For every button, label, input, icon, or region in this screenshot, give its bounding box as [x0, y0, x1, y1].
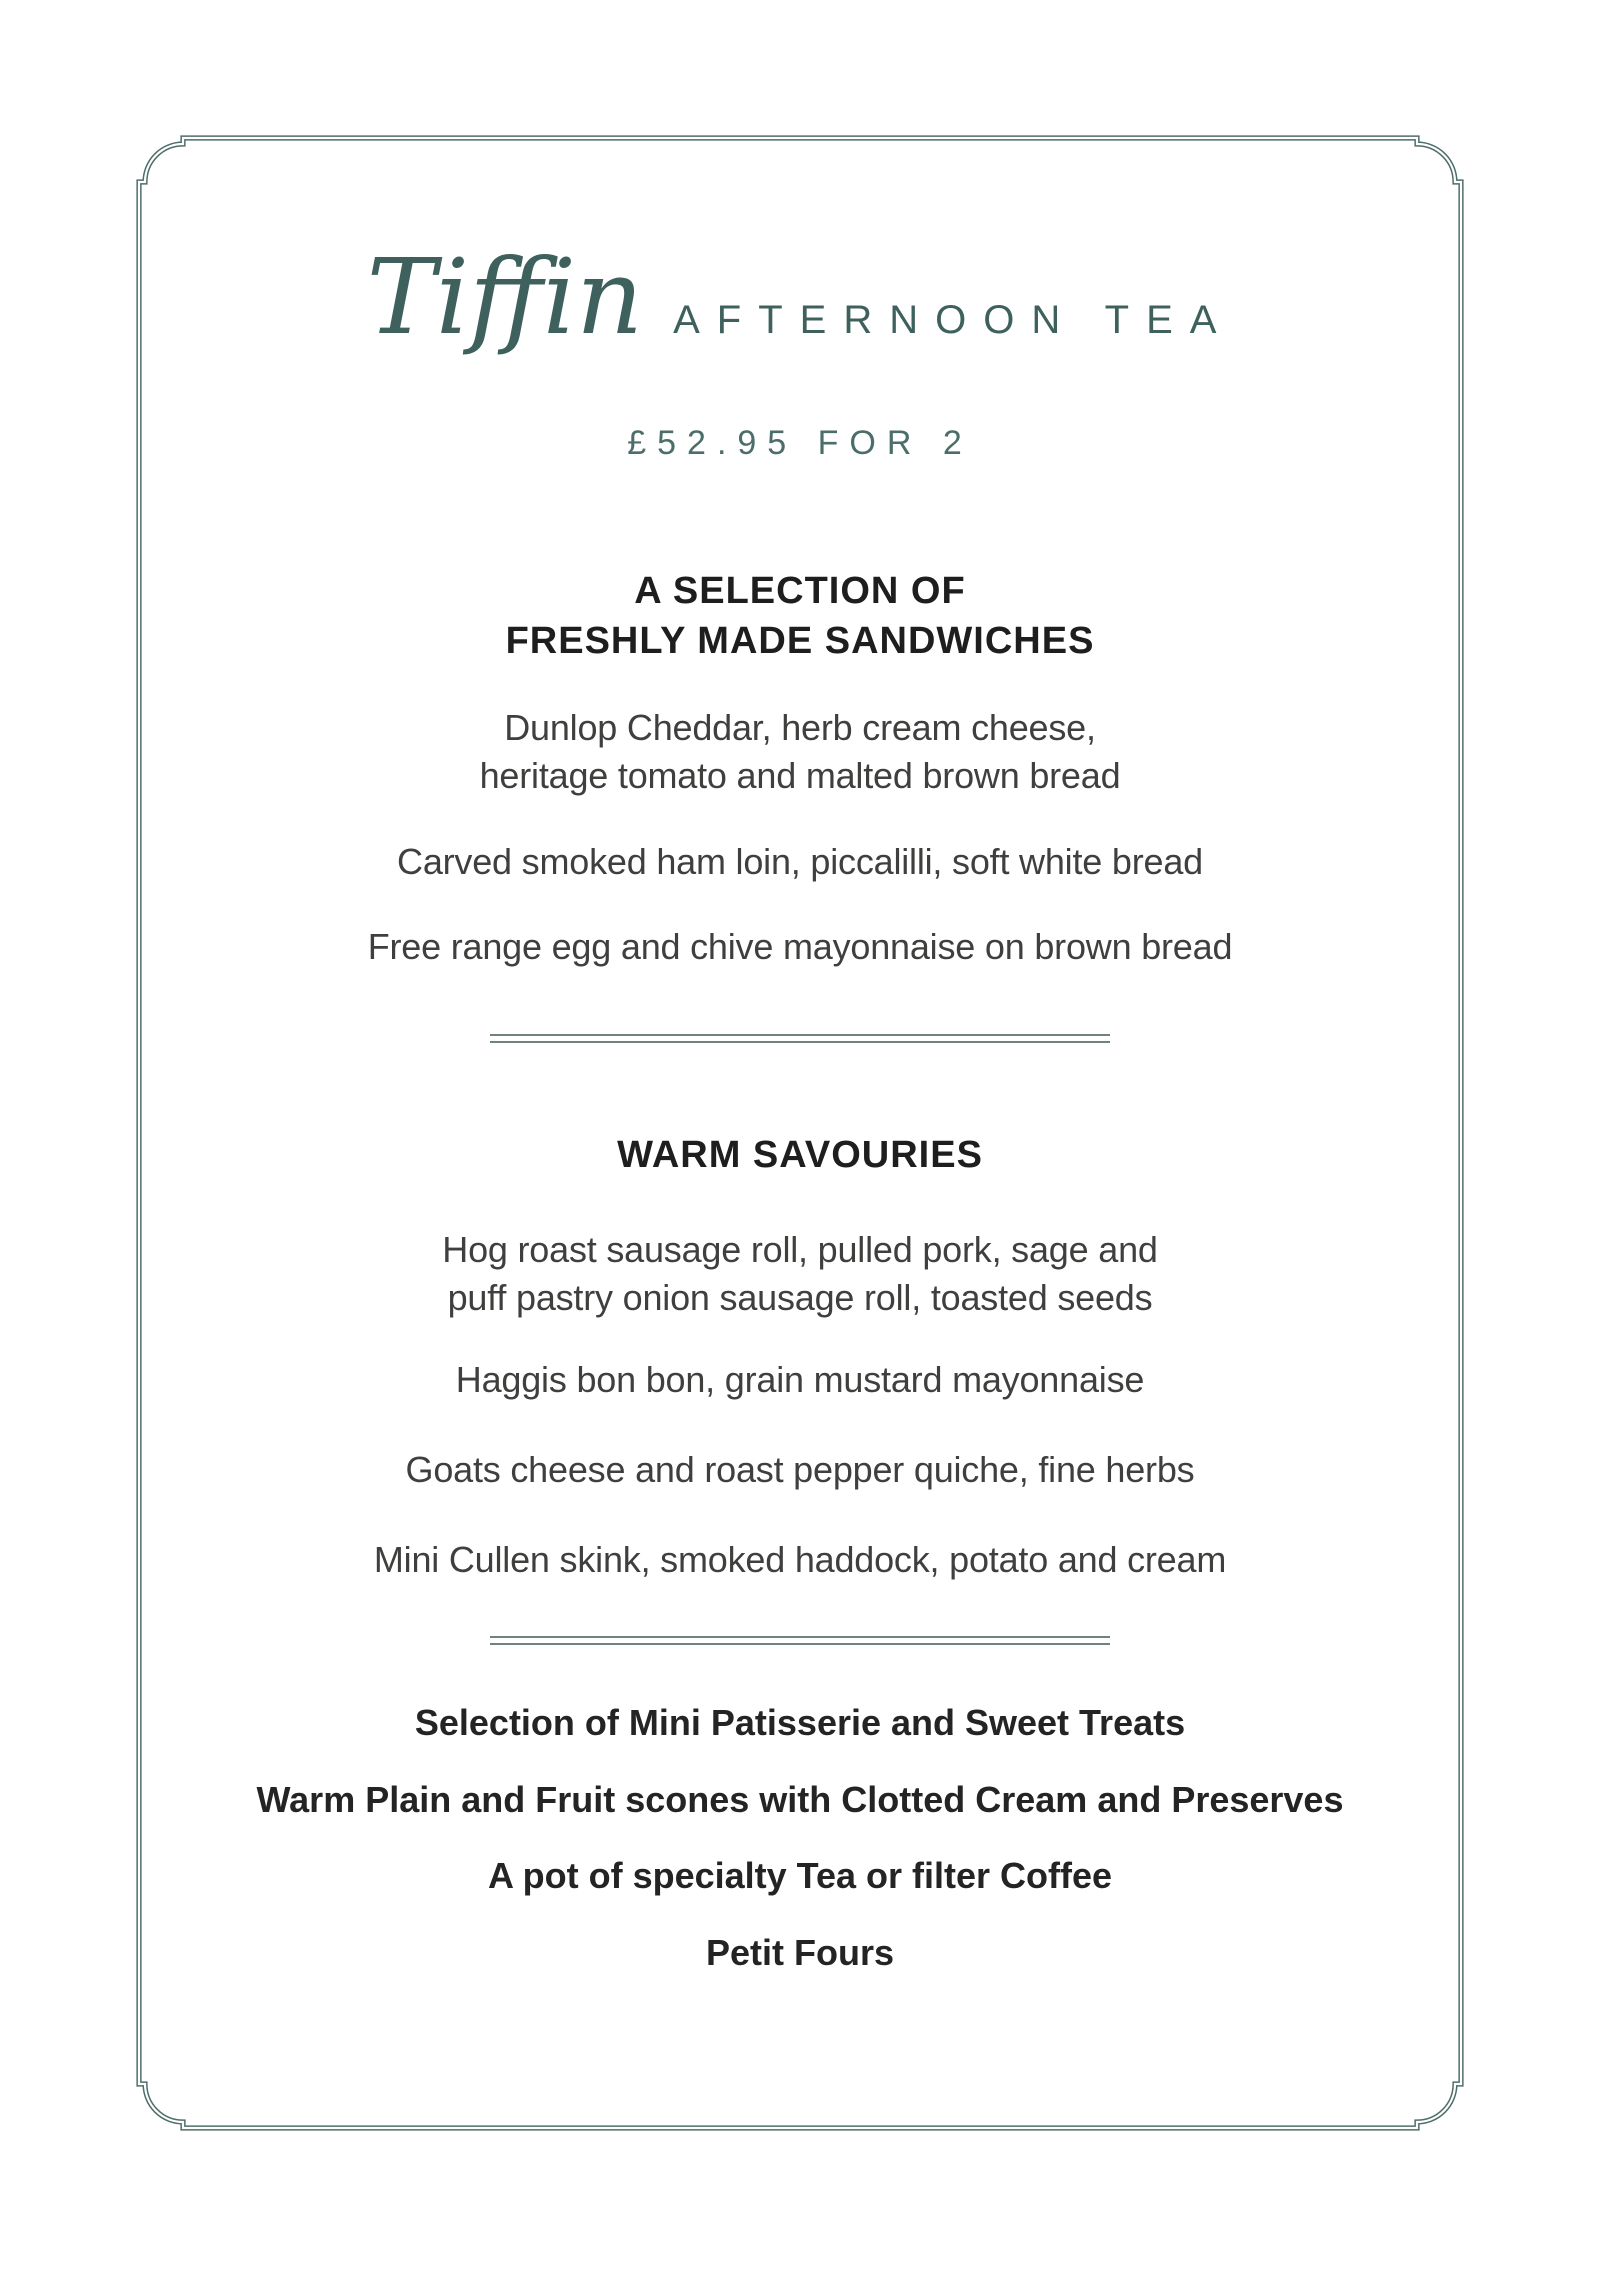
finale-item: Warm Plain and Fruit scones with Clotted Cream and Preserves — [256, 1779, 1344, 1820]
finale-item: A pot of specialty Tea or filter Coffee — [487, 1855, 1113, 1896]
menu-item — [0, 704, 1600, 800]
title-block: Tiffin AFTERNOON TEA — [366, 236, 1234, 358]
menu-item — [0, 1226, 1600, 1322]
menu-item-line: Dunlop Cheddar, herb cream cheese, — [504, 707, 1096, 748]
menu-item-line: Free range egg and chive mayonnaise on brown bread — [367, 926, 1233, 967]
menu-item — [0, 1446, 1600, 1494]
menu-item-line: Haggis bon bon, grain mustard mayonnaise — [455, 1359, 1145, 1400]
menu-item-line: heritage tomato and malted brown bread — [479, 755, 1121, 796]
menu-item — [0, 1536, 1600, 1584]
section-header-line: WARM SAVOURIES — [617, 1134, 983, 1176]
section-header-line: A SELECTION OF — [634, 570, 966, 612]
menu-item-line: Hog roast sausage roll, pulled pork, sage and — [442, 1229, 1158, 1270]
price-line: £52.95 FOR 2 — [627, 424, 973, 462]
section-header-savouries — [0, 1130, 1600, 1180]
menu-item-line: Carved smoked ham loin, piccalilli, soft white bread — [397, 841, 1203, 882]
section-divider — [490, 1636, 1110, 1645]
menu-item-line: puff pastry onion sausage roll, toasted seeds — [447, 1277, 1153, 1318]
finale-item: Selection of Mini Patisserie and Sweet Treats — [414, 1702, 1186, 1743]
section-header-line: FRESHLY MADE SANDWICHES — [505, 620, 1095, 662]
section-divider — [490, 1034, 1110, 1043]
menu-item — [0, 1356, 1600, 1404]
menu-item — [0, 923, 1600, 971]
section-header-sandwiches — [0, 566, 1600, 666]
menu-item-line: Mini Cullen skink, smoked haddock, potato and cream — [373, 1539, 1227, 1580]
menu-item — [0, 838, 1600, 886]
menu-item-line: Goats cheese and roast pepper quiche, fine herbs — [405, 1449, 1195, 1490]
finale-item: Petit Fours — [705, 1932, 894, 1973]
